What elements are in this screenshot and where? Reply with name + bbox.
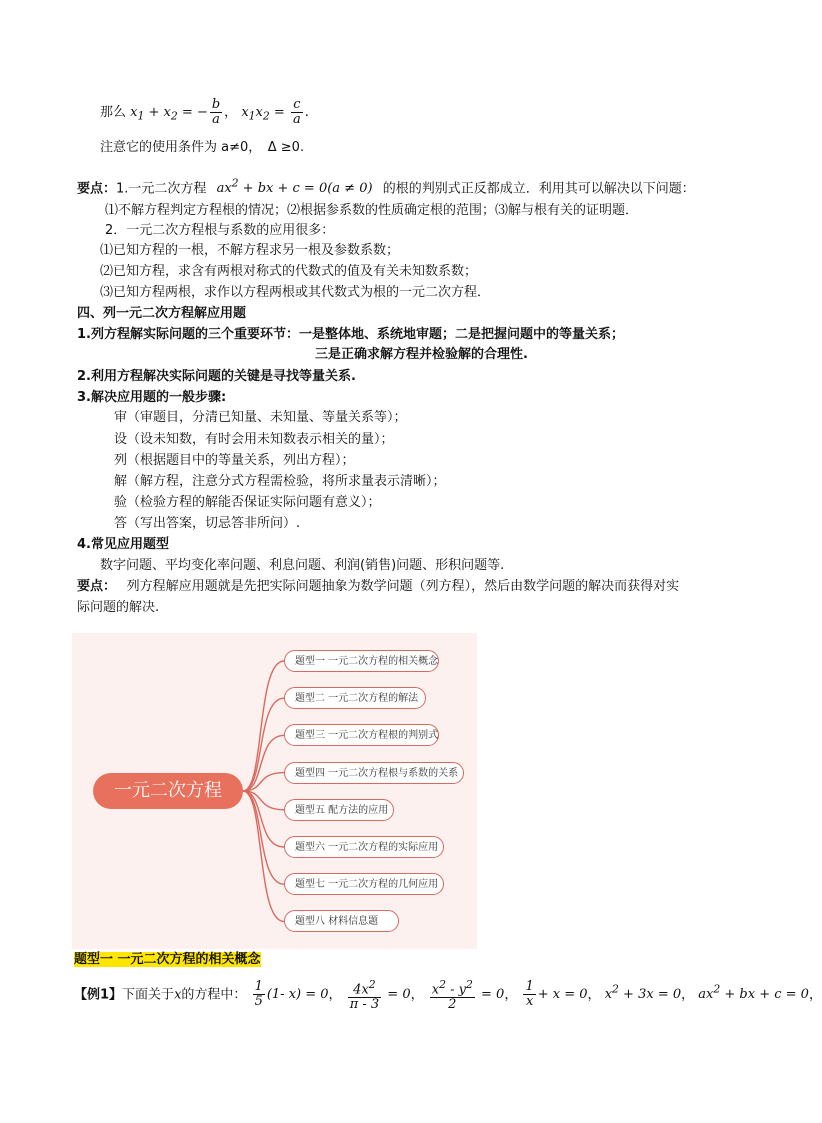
equation-5: $x^2 + 3x = 0$ [604,983,682,1003]
mind-map-node-5: 题型五 配方法的应用 [284,799,394,821]
point1-item: 1.一元二次方程 [116,181,207,197]
vieta-sum: $x_1 + x_2$ = − $\frac{b}{a}$ [130,97,221,127]
point1-sub: ⑴不解方程判定方程根的情况；⑵根据参系数的性质确定根的范围；⑶解与根有关的证明题． [105,203,639,218]
step-3: 列（根据题目中的等量关系，列出方程）； [114,453,355,468]
s4-item2: 2.利用方程解决实际问题的关键是寻找等量关系. [77,369,356,384]
point2-a: ⑴已知方程的一根，不解方程求另一根及参数系数； [100,243,400,258]
step-1: 审（审题目，分清已知量、未知量、等量关系等）； [114,410,407,425]
point3-label: 要点： [77,579,110,594]
mind-map-node-1: 题型一 一元二次方程的相关概念 [284,650,439,672]
s4-item1b: 三是正确求解方程并检验解的合理性. [315,347,528,362]
example-1: 【例1】下面关于x的方程中： $\frac{1}{5}$ (1- x) = 0， $\frac{4x^2}{\pi - 3}$ = 0， $\frac{x^2 - y^2}{2}$ = 0， $\frac{1}{x}$ + x = 0， $x^2 + 3x = 0$， $ax^2$ + bx + c = 0， [74,977,822,1012]
point1-line [77,175,695,198]
section-title [74,951,261,969]
point1-label: 要点： [77,181,117,197]
point2-item: 2．一元二次方程根与系数的应用很多： [105,223,335,238]
vieta-formula: 那么 $x_1 + x_2$ = − $\frac{b}{a}$ ， $x_1x_2$ = $\frac{c}{a}$ . [100,97,309,127]
point2-b: ⑵已知方程，求含有两根对称式的代数式的值及有关未知数系数； [100,264,478,279]
section-title-text: 题型一 一元二次方程的相关概念 [74,952,261,967]
step-6: 答（写出答案，切忌答非所问）. [114,516,301,531]
mind-map-root: 一元二次方程 [93,773,243,809]
mind-map-node-8: 题型八 材料信息题 [284,910,399,932]
equation-2: $\frac{4x^2}{\pi - 3}$ = 0 [349,977,411,1012]
example-label: 【例1】 [74,987,123,1003]
point3-text: 列方程解应用题就是先把实际问题抽象为数学问题（列方程），然后由数学问题的解决而获得对实 [126,579,680,594]
mind-map-node-7: 题型七 一元二次方程的几何应用 [284,873,444,895]
point2-c: ⑶已知方程两根，求作以方程两根或其代数式为根的一元二次方程． [100,285,491,300]
equation-3: $\frac{x^2 - y^2}{2}$ = 0 [431,977,505,1012]
point1-suffix: 的根的判别式正反都成立．利用其可以解决以下问题： [382,181,695,197]
usage-condition: 注意它的使用条件为 a≠0， Δ ≥0. [100,140,305,155]
s4-item1 [77,326,624,344]
step-4: 解（解方程，注意分式方程需检验，将所求量表示清晰）； [114,474,446,489]
then-prefix: 那么 [100,105,127,120]
equation-1: $\frac{1}{5}$ (1- x) = 0 [254,979,329,1010]
step-5: 验（检验方程的解能否保证实际问题有意义）； [114,495,381,510]
example-text: 下面关于 [122,987,175,1003]
point3-line [77,578,679,596]
s4-item3: 3.解决应用题的一般步骤: [77,390,227,405]
mind-map [72,633,477,949]
equation-4: $\frac{1}{x}$ + x = 0 [525,979,588,1010]
step-2: 设（设未知数，有时会用未知数表示相关的量）； [114,432,394,447]
point3-line2: 际问题的解决. [77,600,160,615]
mind-map-node-4: 题型四 一元二次方程根与系数的关系 [284,762,464,784]
vieta-product: $x_1x_2$ = $\frac{c}{a}$ . [241,97,309,127]
mind-map-node-2: 题型二 一元二次方程的解法 [284,687,426,709]
s4-item1-text: 1.列方程解实际问题的三个重要环节：一是整体地、系统地审题；二是把握问题中的等量关系； [77,327,624,342]
s4-item4: 4.常见应用题型 [77,537,169,552]
section-4-heading: 四、列一元二次方程解应用题 [77,306,247,321]
mind-map-node-6: 题型六 一元二次方程的实际应用 [284,836,444,858]
application-types: 数字问题、平均变化率问题、利息问题、利润(销售)问题、形积问题等. [100,558,505,573]
example-text2: 的方程中： [181,987,247,1003]
equation-6: $ax^2$ + bx + c = 0 [698,983,809,1003]
quadratic-equation: $ax^2$ + bx + c = 0(a ≠ 0) [216,177,373,197]
mind-map-node-3: 题型三 一元二次方程根的判别式 [284,724,439,746]
